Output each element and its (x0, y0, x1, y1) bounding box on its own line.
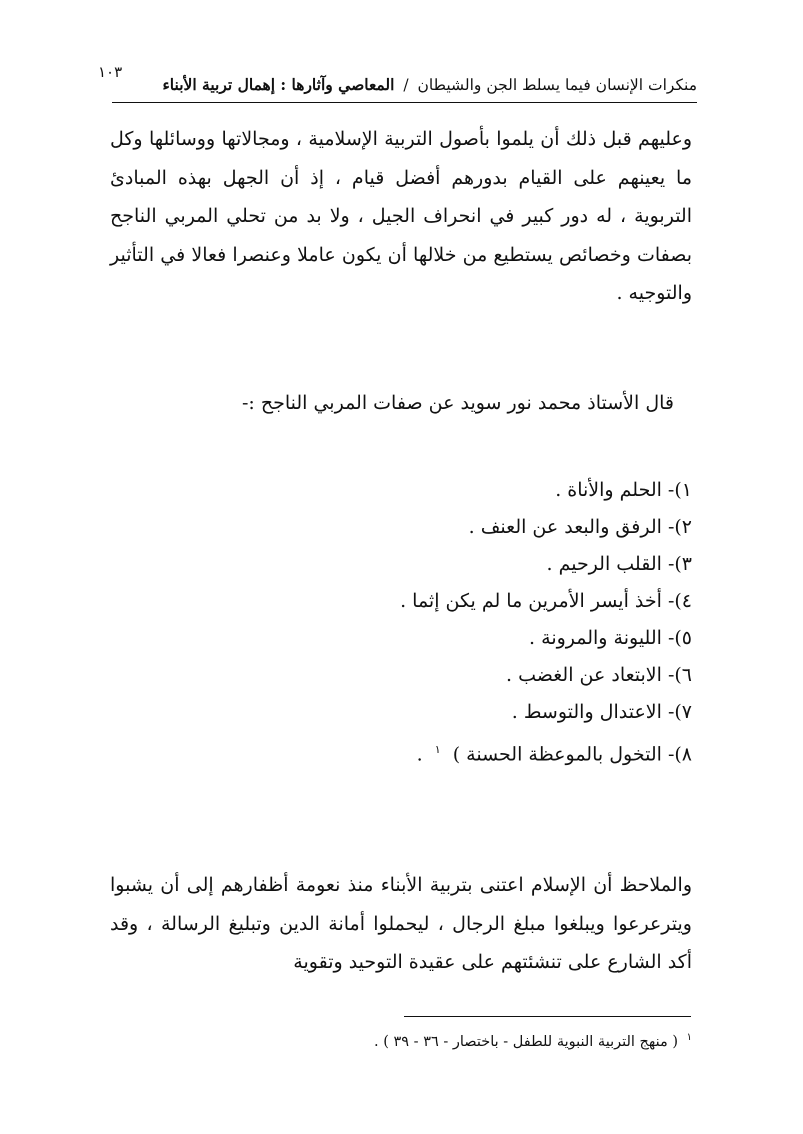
list-item (400, 552, 692, 589)
list-item (400, 515, 692, 552)
running-title (163, 75, 698, 94)
list-item-text: ٢)- الرفق والبعد عن العنف . (468, 516, 692, 538)
list-item-text: ٤)- أخذ أيسر الأمرين ما لم يكن إثما . (400, 590, 692, 612)
page-header (98, 62, 697, 102)
list-item-text: ٨)- التخول بالموعظة الحسنة ) (452, 743, 692, 766)
list-item (400, 700, 692, 737)
list-item-text: ١)- الحلم والأناة . (555, 479, 692, 501)
list-item-text: ٧)- الاعتدال والتوسط . (511, 701, 692, 723)
qualities-list (400, 478, 692, 774)
quote-intro: قال الأستاذ محمد نور سويد عن صفات المربي الناجح :- (241, 392, 674, 414)
book-title: منكرات الإنسان فيما يسلط الجن والشيطان (417, 76, 697, 94)
footnote-rule (404, 1016, 691, 1017)
chapter-title: المعاصي وآثارها : إهمال تربية الأبناء (162, 75, 395, 94)
title-separator: / (403, 76, 409, 94)
body-paragraph-1: وعليهم قبل ذلك أن يلموا بأصول التربية الإسلامية ، ومجالاتها ووسائلها وكل ما يعينهم على القيام بدورهم أفضل قيام ، إذ أن الجهل بهذه المبادئ التربوية ، له دور كبير في انحراف الجيل ، ولا بد من تحلي المربي الناجح بصفات وخصائص يستطيع من خلالها أن يكون عاملا وعنصرا فعالا في التأثير والتوجيه . (110, 128, 692, 304)
list-item (400, 663, 692, 700)
footnote-reference: ١ (434, 743, 441, 756)
footnote (374, 1032, 692, 1050)
list-item-text: ٥)- الليونة والمرونة . (529, 627, 692, 649)
list-item (400, 589, 692, 626)
list-item-text: ٦)- الابتعاد عن الغضب . (506, 664, 692, 686)
footnote-mark: ١ (686, 1032, 692, 1043)
list-item-end: . (416, 743, 423, 766)
list-item (400, 626, 692, 663)
footnote-text: ( منهج التربية النبوية للطفل - باختصار - ٣٦ - ٣٩ ) . (374, 1033, 679, 1050)
page-number: ١٠٣ (98, 63, 123, 81)
list-item-text: ٣)- القلب الرحيم . (546, 553, 692, 575)
list-item (400, 737, 692, 774)
body-paragraph-2: والملاحظ أن الإسلام اعتنى بتربية الأبناء منذ نعومة أظفارهم إلى أن يشبوا ويترعرعوا ويبلغوا مبلغ الرجال ، ليحملوا أمانة الدين وتبليغ الرسالة ، وقد أكد الشارع على تنشئتهم على عقيدة التوحيد وتقوية (110, 874, 692, 973)
list-item (400, 478, 692, 515)
header-rule (112, 102, 697, 103)
